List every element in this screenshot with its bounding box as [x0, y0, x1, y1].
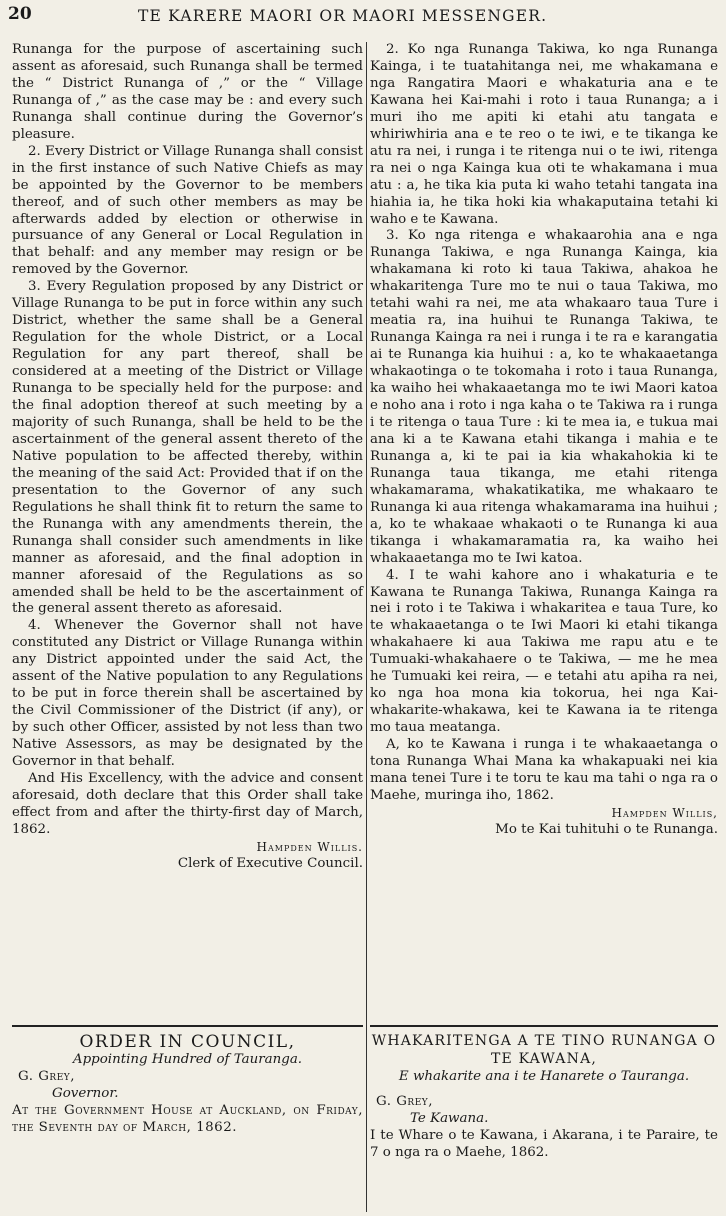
left-signature-name: Hampden Willis. [256, 839, 363, 854]
right-signature-name: Hampden Willis, [611, 805, 718, 820]
whakaritenga-subtitle: E whakarite ana i te Hanarete o Tauranga. [398, 1069, 690, 1084]
left-column [12, 42, 363, 873]
column-divider [366, 42, 367, 1212]
order-place-date: At the Government House at Auckland, on Friday, the Seventh day of March, 1862. [12, 1103, 363, 1135]
governor-title: Governor. [52, 1086, 119, 1101]
left-signature-title: Clerk of Executive Council. [177, 855, 363, 871]
left-paragraph-3: 3. Every Regulation proposed by any District or Village Runanga to be put in force within any such District, whether the same shall be a General Regulation for the whole District, or a Local Regulation for any part thereof, shall be considered at a meeting of the District or Village Runanga to be specially held for the purpose: and the final adoption thereof at such meeting by a majority of such Runanga, shall be held to be the ascertainment of the general assent thereto of the Native population to be affected thereby, within the meaning of the said Act: Provided that if on the presentation to the Governor of any such Regulations he shall think fit to return the same to the Runanga with any amendments therein, the Runanga shall consider such amendments in like manner as aforesaid, and the final adoption in manner aforesaid of the Regulations as so amended shall be held to be the ascertainment of the general assent thereto as aforesaid. [12, 279, 363, 617]
order-title: ORDER IN COUNCIL, [79, 1032, 296, 1052]
right-column [370, 42, 718, 839]
governor-name: G. Grey, [18, 1069, 75, 1084]
order-in-council-maori [370, 1032, 718, 1161]
left-section-rule [12, 1025, 363, 1027]
kawana-title: Te Kawana. [410, 1111, 489, 1126]
left-paragraph-4: 4. Whenever the Governor shall not have constituted any District or Village Runanga within any District appointed under the said Act, the assent of the Native population to any Regulations to be put in force therein shall be ascertained by the Civil Commissioner of the District (if any), or by such other Officer, assisted by not less than two Native Assessors, as may be designated by the Governor in that behalf. [12, 618, 363, 770]
left-paragraph-5: And His Excellency, with the advice and consent aforesaid, doth declare that this Order shall take effect from and after the thirty-first day of March, 1862. [12, 770, 363, 837]
page-header [8, 4, 716, 28]
right-paragraph-4: A, ko te Kawana i runga i te whakaaetanga o tona Runanga Whai Mana ka whakapuaki nei kia mana tenei Ture i te toru te kau ma tahi o nga ra o Maehe, muringa iho, 1862. [370, 737, 718, 803]
right-section-rule [370, 1025, 718, 1027]
whakaritenga-title: WHAKARITENGA A TE TINO RUNANGA O TE KAWANA, [371, 1033, 717, 1067]
left-paragraph-1: Runanga for the purpose of ascertaining such assent as aforesaid, such Runanga shall be termed the “ District Runanga of ,” or the “ Village Runanga of ,” as the case may be : and every such Runanga shall continue during the Governor’s pleasure. [12, 42, 363, 142]
left-paragraph-2: 2. Every District or Village Runanga shall consist in the first instance of such Native Chiefs as may be appointed by the Governor to be members thereof, and of such other members as may be afterwards added by election or otherwise in pursuance of any General or Local Regulation in that behalf: and any member may resign or be removed by the Governor. [12, 143, 363, 278]
right-paragraph-3: 4. I te wahi kahore ano i whakaturia e te Kawana te Runanga Takiwa, Runanga Kainga ra nei i roto i te Takiwa i whakaritea e taua Ture, ko te whakaaetanga o te Iwi Maori ki etahi tikanga whakahaere ki aua Takiwa me rapu atu e te Tumuaki-whakahaere o te Takiwa, — me he mea he Tumuaki kei reira, — e tetahi atu apiha ra nei, ko nga hoa mona kia tokorua, hei nga Kai-whakarite-whakawa, kei te Kawana ia te ritenga mo taua meatanga. [370, 567, 718, 736]
right-paragraph-2: 3. Ko nga ritenga e whakaarohia ana e nga Runanga Takiwa, e nga Runanga Kainga, kia whakamana ki roto ki taua Takiwa, ahakoa he whakaritenga Ture mo te nui o taua Takiwa, mo tetahi wahi ra nei, me ata whakaaro taua Ture i meatia ra, ina huihui te Runanga Takiwa, te Runanga Kainga ra nei i runga i te ra e karangatia ai te Runanga kia huihui : a, ko te whakaaetanga whakaotinga o te tokomaha i roto i taua Runanga, ka waiho hei whakaaetanga mo te iwi Maori katoa e noho ana i roto i nga kaha o te Takiwa ra i runga i te ritenga o taua Ture : ki te mea ia, e tukua mai ana ki a te Kawana etahi tikanga i mahia e te Runanga a, ki te pai ia kia whakahokia ki te Runanga taua tikanga, me etahi ritenga whakamarama, whakatikatika, me whakaaro te Runanga ki aua ritenga whakamarama ina huihui ; a, ko te whakaae whakaoti o te Runanga ki aua tikanga i whakamaramatia ra, ka waiho hei whakaaetanga mo te Iwi katoa. [370, 228, 718, 566]
right-paragraph-1: 2. Ko nga Runanga Takiwa, ko nga Runanga Kainga, i te tuatahitanga nei, me whakamana e nga Rangatira Maori e whakaturia ana e te Kawana hei Kai-mahi i roto i taua Runanga; a i muri iho me apiti ki etahi atu tangata e whiriwhiria ana e te reo o te iwi, e te tikanga ke atu ra nei, i runga i te ritenga nui o te iwi, ritenga ra nei o nga Kainga kua oti te whakamana i mua atu : a, he tika kia puta ki waho tetahi tangata ina hiahia ia, he tika hoki kia whakaputaina tetahi ki waho e te Kawana. [370, 42, 718, 227]
kawana-name: G. Grey, [376, 1094, 433, 1109]
running-title: TE KARERE MAORI OR MAORI MESSENGER. [138, 7, 548, 25]
right-signature-title: Mo te Kai tuhituhi o te Runanga. [495, 821, 718, 837]
order-subtitle: Appointing Hundred of Tauranga. [72, 1052, 303, 1067]
page-number: 20 [8, 4, 32, 24]
whakaritenga-place-date: I te Whare o te Kawana, i Akarana, i te Paraire, te 7 o nga ra o Maehe, 1862. [370, 1128, 718, 1160]
order-in-council-english [12, 1034, 363, 1136]
